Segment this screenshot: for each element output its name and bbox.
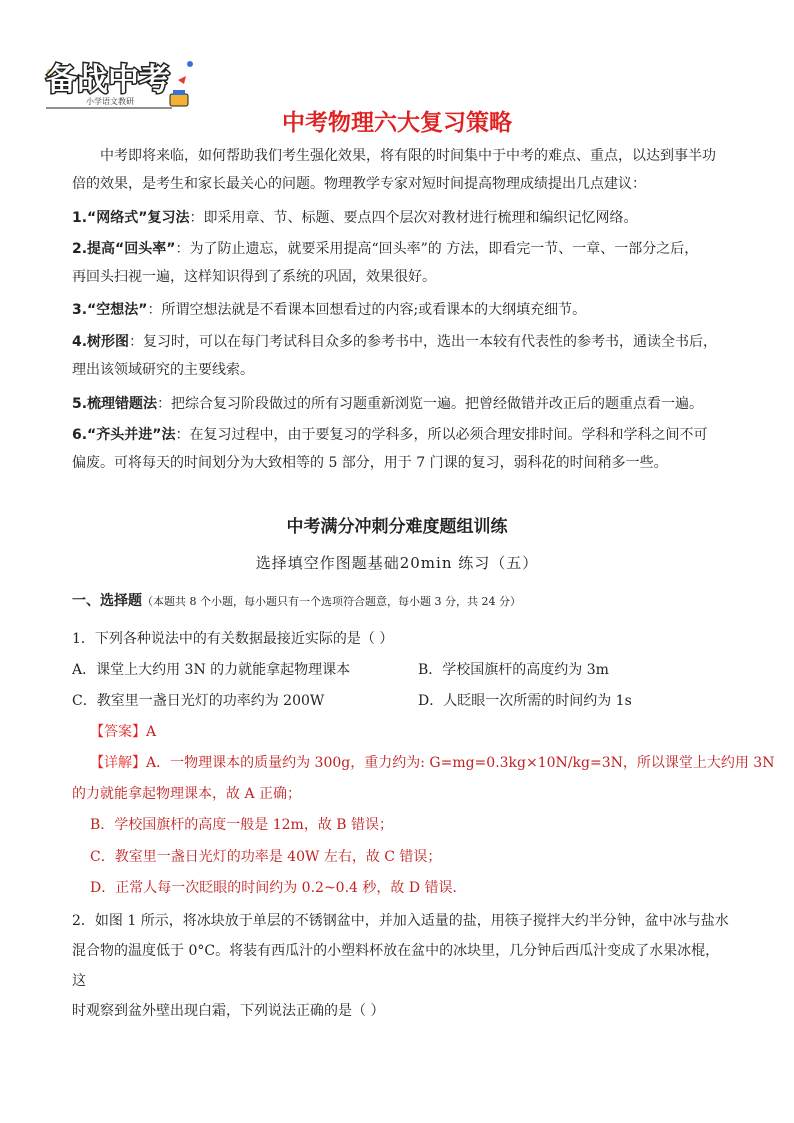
strategy-head: 6.“齐头并进”法 bbox=[72, 427, 176, 443]
detail-line-b: B．学校国旗杆的高度一般是 12m，故 B 错误； bbox=[90, 817, 394, 833]
detail-line-d: D．正常人每一次眨眼的时间约为 0.2~0.4 秒，故 D 错误． bbox=[90, 880, 467, 896]
question-2-line: 时观察到盆外壁出现白霜，下列说法正确的是（ ） bbox=[72, 1003, 385, 1019]
intro-paragraph bbox=[72, 142, 732, 198]
exercise-heading: 选择填空作图题基础20min 练习（五） bbox=[255, 554, 539, 572]
strategy-head: 1.“网络式”复习法 bbox=[72, 210, 190, 226]
answer-line bbox=[90, 722, 156, 742]
question-1-option-a: A．课堂上大约用 3N 的力就能拿起物理课本 bbox=[72, 662, 351, 678]
strategy-head: 4.树形图 bbox=[72, 334, 130, 350]
strategy-list bbox=[72, 204, 732, 232]
detail-a: A．一物理课本的质量约为 300g，重力约为: G=mg=0.3kg×10N/kg=3N，所以课堂上大约用 3N bbox=[146, 755, 775, 771]
strategy-list-5 bbox=[72, 390, 732, 418]
strategy-body: ：为了防止遗忘，就要采用提高“回头率”的 方法，即看完一节、一章、一部分之后， bbox=[175, 241, 699, 257]
detail-line-c: C．教室里一盏日光灯的功率是 40W 左右，故 C 错误； bbox=[90, 849, 442, 865]
question-2-line: 混合物的温度低于 0°C。将装有西瓜汁的小塑料杯放在盆中的冰块里，几分钟后西瓜汁变成了水果冰棍，这 bbox=[72, 943, 720, 989]
question-1-option-d: D．人眨眼一次所需的时间约为 1s bbox=[418, 693, 632, 709]
strategy-item bbox=[72, 204, 732, 232]
strategy-body: ：所谓空想法就是不看课本回想看过的内容;或看课本的大纲填充细节。 bbox=[147, 302, 587, 318]
intro-line-1: 中考即将来临，如何帮助我们考生强化效果，将有限的时间集中于中考的难点、重点，以达到事半功 bbox=[100, 148, 716, 164]
detail-tag: 【详解】 bbox=[90, 755, 146, 771]
section-note: （本题共 8 个小题，每小题只有一个选项符合题意，每小题 3 分，共 24 分） bbox=[142, 595, 521, 608]
page-title: 中考物理六大复习策略 bbox=[282, 110, 512, 136]
strategy-head: 3.“空想法” bbox=[72, 302, 148, 318]
question-1-option-b: B．学校国旗杆的高度约为 3m bbox=[418, 662, 609, 678]
strategy-cont: 理出该领域研究的主要线索。 bbox=[72, 362, 254, 378]
strategy-cont: 再回头扫视一遍，这样知识得到了系统的巩固，效果很好。 bbox=[72, 269, 436, 285]
answer-tag: 【答案】 bbox=[90, 724, 146, 740]
strategy-item bbox=[72, 328, 732, 356]
intro-line-2: 倍的效果，是考生和家长最关心的问题。物理教学专家对短时间提高物理成绩提出几点建议： bbox=[72, 176, 646, 192]
answer-value: A bbox=[146, 724, 157, 740]
strategy-body: ：把综合复习阶段做过的所有习题重新浏览一遍。把曾经做错并改正后的题重点看一遍。 bbox=[157, 396, 704, 412]
section-heading: 中考满分冲刺分难度题组训练 bbox=[286, 517, 508, 537]
logo-text: 备战中考 bbox=[46, 62, 170, 98]
strategy-list-4 bbox=[72, 328, 732, 384]
strategy-item bbox=[72, 390, 732, 418]
strategy-item bbox=[72, 296, 732, 324]
section-label bbox=[72, 590, 521, 610]
strategy-cont: 偏废。可将每天的时间划分为大致相等的 5 部分，用于 7 门课的复习，弱科花的时间稍多一些。 bbox=[72, 455, 668, 471]
strategy-head: 5.梳理错题法 bbox=[72, 396, 158, 412]
strategy-body: ：在复习过程中，由于要复习的学科多，所以必须合理安排时间。学科和学科之间不可 bbox=[175, 427, 708, 443]
strategy-body: ：即采用章、节、标题、要点四个层次对教材进行梳理和编织记忆网络。 bbox=[189, 210, 638, 226]
strategy-item bbox=[72, 421, 732, 449]
question-2-line: 2．如图 1 所示，将冰块放于单层的不锈钢盆中，并加入适量的盐，用筷子搅拌大约半分钟，盆中冰与盐水 bbox=[72, 913, 729, 929]
strategy-head: 2.提高“回头率” bbox=[72, 241, 176, 257]
question-1-stem: 1．下列各种说法中的有关数据最接近实际的是（ ） bbox=[72, 631, 394, 647]
strategy-body: ：复习时，可以在每门考试科目众多的参考书中，选出一本较有代表性的参考书，通读全书后， bbox=[129, 334, 718, 350]
question-1-option-c: C．教室里一盏日光灯的功率约为 200W bbox=[72, 693, 325, 709]
strategy-list-3 bbox=[72, 296, 732, 324]
strategy-list-2 bbox=[72, 235, 732, 291]
detail-line-a bbox=[90, 753, 774, 773]
question-2 bbox=[72, 906, 732, 1026]
detail-line-a2: 的力就能拿起物理课本，故 A 正确； bbox=[72, 786, 302, 802]
logo-subtext: 小学语文教研 bbox=[86, 97, 134, 106]
strategy-item bbox=[72, 235, 732, 263]
section-title: 一、选择题 bbox=[72, 593, 142, 609]
strategy-list-6 bbox=[72, 421, 732, 477]
